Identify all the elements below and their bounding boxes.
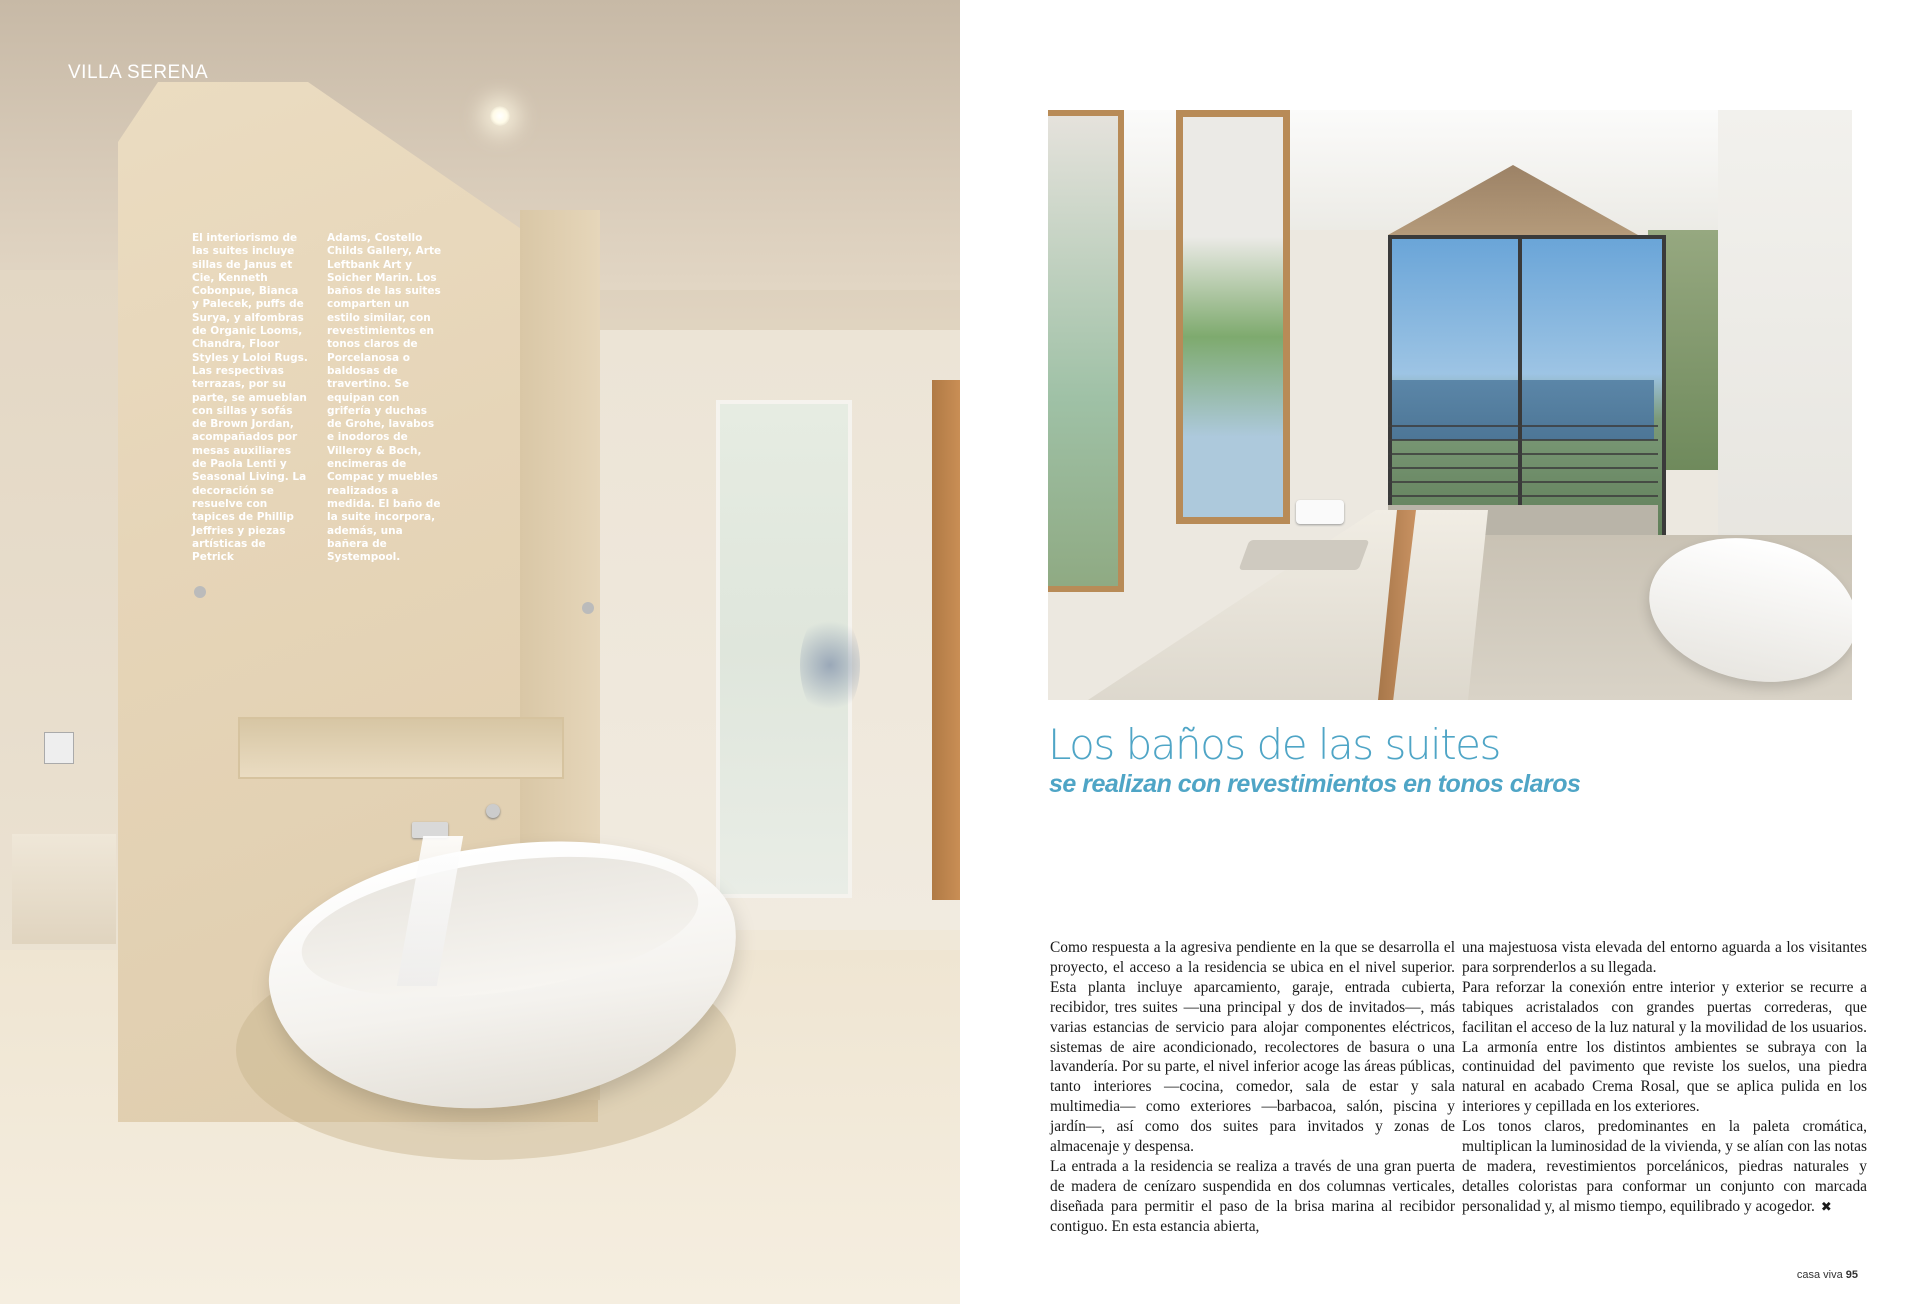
photo-mirror-left: [1048, 110, 1124, 592]
magazine-name: casa viva: [1796, 1269, 1843, 1281]
body-paragraph-text: Los tonos claros, predominantes en la paleta cromática, multiplican la luminosidad de la vivienda, y se alían con las notas de madera, revestimientos porcelánicos, piedras naturales y detalles coloristas para conformar un conjunto con marcada personalidad y, al mismo tiempo, equilibrado y acogedor.: [1462, 1118, 1867, 1215]
article-heading: Los baños de las suites: [1048, 720, 1500, 769]
photo-vanity-counter: [1088, 510, 1488, 700]
photo-caption-col2: Adams, Costello Childs Gallery, Arte Leftbank Art y Soicher Marin. Los baños de las suites comparten un estilo similar, con revestimientos en tonos claros de Porcelanosa o baldosas de travertino. Se equipan con grifería y duchas de Grohe, lavabos e inodoros de Villeroy & Boch, encimeras de Compac y muebles realizados a medida. El baño de la suite incorpora, además, una bañera de Systempool.: [327, 232, 442, 564]
ceiling-light: [490, 106, 510, 126]
page-number: 95: [1845, 1269, 1858, 1281]
body-column-1: [1050, 938, 1455, 1237]
photo-faucet-knob: [486, 804, 500, 818]
body-paragraph: Como respuesta a la agresiva pendiente en la que se desarrolla el proyecto, el acceso a la residencia se ubica en el nivel superior. Esta planta incluye aparcamiento, garaje, entrada cubierta, recibidor, tres suites —una principal y dos de invitados—, más varias estancias de servicio para alojar componentes eléctricos, sistemas de aire acondicionado, recolectores de basura o una lavandería. Por su parte, el nivel inferior acoge las áreas públicas, tanto interiores —cocina, comedor, sala de estar y sala multimedia— como exteriores —barbacoa, salón, piscina y jardín—, así como dos suites para invitados y zonas de almacenaje y despensa.: [1050, 939, 1455, 1156]
right-page-photo: [1048, 110, 1852, 700]
photo-sink: [1239, 540, 1370, 570]
photo-towel: [1296, 500, 1344, 524]
body-column-2: [1462, 938, 1867, 1218]
photo-hook-left: [194, 586, 206, 598]
end-mark-icon: ✖: [1820, 1199, 1832, 1215]
photo-wall-niche: [238, 717, 564, 779]
photo-hook-right: [582, 602, 594, 614]
running-head: VILLA SERENA: [68, 62, 209, 83]
page-footer: [1797, 1269, 1858, 1281]
photo-bench: [12, 834, 116, 944]
body-paragraph: una majestuosa vista elevada del entorno aguarda a los visitantes para sorprenderlos a su llegada.: [1462, 939, 1867, 976]
body-paragraph: La entrada a la residencia se realiza a través de una gran puerta de madera de cenízaro suspendida en dos columnas verticales, diseñada para permitir el paso de la brisa marina al recibidor contiguo. En esta estancia abierta,: [1050, 1157, 1455, 1235]
article-subheading: se realizan con revestimientos en tonos claros: [1049, 770, 1581, 798]
photo-mirror-center: [1176, 110, 1290, 524]
photo-wall-control: [44, 732, 74, 764]
photo-glass-reflection: [800, 610, 860, 720]
photo-caption-col1: El interiorismo de las suites incluye sillas de Janus et Cie, Kenneth Cobonpue, Bianca y Palecek, puffs de Surya, y alfombras de Organic Looms, Chandra, Floor Styles y Loloi Rugs. Las respectivas terrazas, por su parte, se amueblan con sillas y sofás de Brown Jordan, acompañados por mesas auxiliares de Paola Lenti y Seasonal Living. La decoración se resuelve con tapices de Phillip Jeffries y piezas artísticas de Petrick: [192, 232, 308, 564]
body-paragraph: Para reforzar la conexión entre interior y exterior se recurre a tabiques acristalados con grandes puertas correderas, que facilitan el acceso de la luz natural y la movilidad de los usuarios. La armonía entre los distintos ambientes se subraya con la continuidad del pavimento que reviste los suelos, una piedra natural en acabado Crema Rosal, que se aplica pulida en los interiores y cepillada en los exteriores.: [1462, 978, 1867, 1116]
photo-balcony-rail: [1388, 425, 1658, 505]
photo-wood-door: [932, 380, 960, 900]
body-paragraph-last: [1462, 1117, 1867, 1218]
